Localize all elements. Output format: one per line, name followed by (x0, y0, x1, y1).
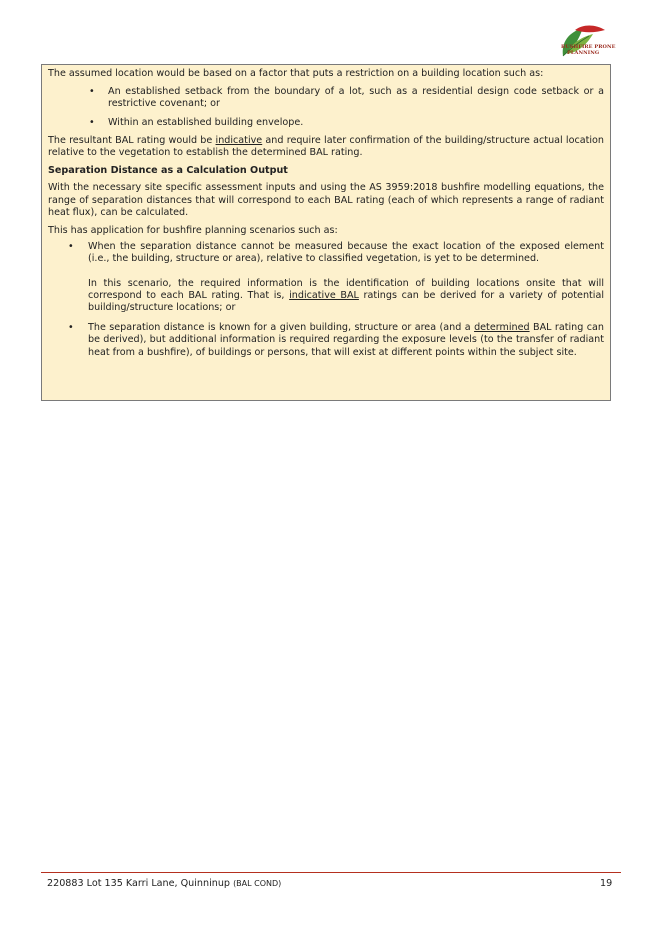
intro-paragraph: The assumed location would be based on a factor that puts a restriction on a building location such as: (48, 68, 544, 79)
application-paragraph: This has application for bushfire planning scenarios such as: (48, 225, 338, 237)
text-span: ratings can be derived for a variety of potential building/structure locations; or (88, 289, 604, 314)
scenario-subparagraph (88, 278, 604, 315)
logo-line1: BUSHFIRE PRONE (561, 44, 616, 50)
footer-address (47, 878, 281, 889)
footer-divider (41, 872, 621, 873)
list-item (88, 322, 604, 359)
text-span: In this scenario, the required information is the identification of building locations onsite that will correspond to each BAL rating. That is, (88, 277, 604, 301)
footer-tag: (BAL COND) (233, 879, 282, 888)
text-span: and require later confirmation of the building/structure actual location relative to the vegetation to establish the determined BAL rating. (48, 134, 604, 159)
page-number: 19 (600, 878, 613, 889)
scenario-list (48, 241, 604, 359)
restriction-list (48, 86, 604, 129)
leaf-logo-icon (553, 22, 613, 64)
list-item: • Within an established building envelope. (108, 117, 604, 129)
calculation-paragraph: With the necessary site specific assessment inputs and using the AS 3959:2018 bushfire modelling equations, the range of separation distances that will correspond to each BAL rating (each of which represents a range of radiant heat flux), can be calculated. (48, 182, 604, 218)
list-item (88, 241, 604, 314)
list-item: • An established setback from the boundary of a lot, such as a residential design code setback or a restrictive covenant; or (108, 86, 604, 110)
text-span: The separation distance is known for a given building, structure or area (and a (88, 322, 475, 334)
scenario-text: • When the separation distance cannot be measured because the exact location of the exposed element (i.e., the building, structure or area), relative to classified vegetation, is yet to be determined. (88, 241, 604, 265)
logo-text (561, 45, 616, 56)
info-box (41, 64, 611, 401)
text-span: BAL rating can be derived), but additional information is required regarding the exposure levels (to the transfer of radiant heat from a bushfire), of buildings or persons, that will exist at different points within the subject site. (88, 322, 605, 358)
underlined-term: indicative (215, 134, 263, 146)
scenario-text (88, 322, 604, 359)
resultant-paragraph (48, 135, 604, 159)
underlined-term: indicative BAL (289, 289, 359, 301)
logo-line2: PLANNING (567, 49, 600, 56)
underlined-term: determined (474, 322, 530, 334)
footer-address-text: 220883 Lot 135 Karri Lane, Quinninup (47, 878, 234, 889)
text-span: The resultant BAL rating would be (48, 134, 216, 146)
section-heading: Separation Distance as a Calculation Output (48, 165, 288, 177)
